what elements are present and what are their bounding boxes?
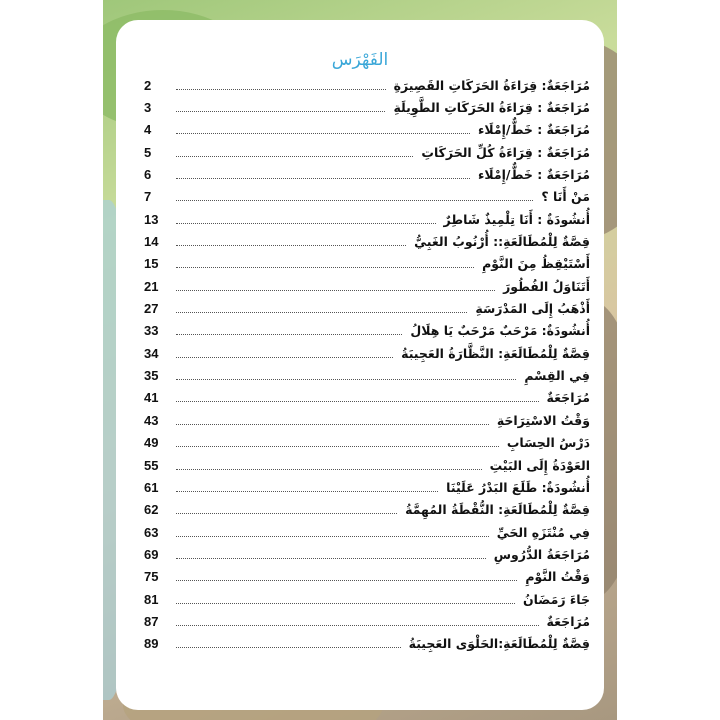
toc-entry bbox=[144, 588, 590, 610]
toc-entry bbox=[144, 186, 590, 208]
dot-leader bbox=[176, 357, 393, 358]
dot-leader bbox=[176, 200, 533, 201]
dot-leader bbox=[176, 625, 539, 626]
page-title: الفَهْرَس bbox=[331, 50, 389, 70]
toc-entry bbox=[144, 521, 590, 543]
toc-entry-title: قِصَّةٌ لِلْمُطَالَعَةِ:الحَلْوَى العَجِيبَةُ bbox=[408, 636, 590, 652]
toc-entry-page: 13 bbox=[144, 211, 159, 227]
dot-leader bbox=[176, 245, 406, 246]
dot-leader bbox=[176, 558, 486, 559]
toc-entry bbox=[144, 387, 590, 409]
toc-entry-page: 43 bbox=[144, 412, 159, 428]
toc-entry-page: 7 bbox=[144, 189, 152, 205]
toc-entry-title: مُرَاجَعَةٌ : قِرَاءَةُ الحَرَكَاتِ الطَّوِيلَةِ bbox=[393, 100, 590, 116]
dot-leader bbox=[176, 647, 401, 648]
toc-entry-page: 49 bbox=[144, 435, 159, 451]
toc-entry bbox=[144, 364, 590, 386]
dot-leader bbox=[176, 491, 438, 492]
toc-entry bbox=[144, 74, 590, 96]
toc-entry bbox=[144, 342, 590, 364]
toc-entry-page: 3 bbox=[144, 100, 152, 116]
toc-entry bbox=[144, 163, 590, 185]
toc-entry-title: مُرَاجَعَةٌ : قِرَاءَةُ كُلِّ الحَرَكَاتِ bbox=[421, 144, 590, 160]
dot-leader bbox=[176, 312, 467, 313]
toc-entry-title: دَرْسُ الحِسَابِ bbox=[506, 435, 590, 451]
toc-entry-page: 4 bbox=[144, 122, 152, 138]
toc-entry-title: فِي القِسْمِ bbox=[524, 368, 590, 384]
toc-entry bbox=[144, 208, 590, 230]
toc-entry bbox=[144, 253, 590, 275]
dot-leader bbox=[176, 178, 470, 179]
dot-leader bbox=[176, 424, 489, 425]
toc-entry-page: 5 bbox=[144, 144, 152, 160]
toc-entry-title: مُرَاجَعَةٌ bbox=[546, 613, 590, 629]
toc-entry-title: أَذْهَبُ إِلَى المَدْرَسَةِ bbox=[475, 301, 590, 317]
dot-leader bbox=[176, 290, 495, 291]
toc-entry-page: 2 bbox=[144, 77, 152, 93]
toc-entry bbox=[144, 409, 590, 431]
toc-entry-page: 75 bbox=[144, 569, 159, 585]
toc-entry-page: 61 bbox=[144, 479, 159, 495]
toc-entry-page: 89 bbox=[144, 636, 159, 652]
toc-entry-page: 69 bbox=[144, 546, 159, 562]
toc-entry-page: 63 bbox=[144, 524, 159, 540]
toc-entry bbox=[144, 432, 590, 454]
toc-entry-title: قِصَّةٌ لِلْمُطَالَعَةِ:: أُرْنُوبُ الغَبِيُّ bbox=[414, 234, 590, 250]
toc-entry-page: 41 bbox=[144, 390, 159, 406]
toc-entry-title: أُنشُودَةٌ: مَرْحَبٌ مَرْحَبٌ يَا هِلَالُ bbox=[410, 323, 590, 339]
toc-entry-title: مُرَاجَعَةٌ : خَطٌّ/إِمْلَاء bbox=[477, 167, 590, 183]
toc-entry-page: 62 bbox=[144, 502, 159, 518]
dot-leader bbox=[176, 334, 402, 335]
toc-entry bbox=[144, 297, 590, 319]
toc-entry-page: 35 bbox=[144, 368, 159, 384]
toc-entry-title: قِصَّةٌ لِلْمُطَالَعَةِ: النُّقْطَةُ المُهِمَّةُ bbox=[405, 502, 590, 518]
dot-leader bbox=[176, 267, 474, 268]
toc-entry-page: 21 bbox=[144, 278, 159, 294]
dot-leader bbox=[176, 379, 516, 380]
dot-leader bbox=[176, 469, 482, 470]
toc-entry bbox=[144, 499, 590, 521]
toc-entry-title: مُرَاجَعَةُ الدُّرُوسِ bbox=[493, 546, 590, 562]
toc-entry bbox=[144, 566, 590, 588]
toc-entry-title: مَنْ أَنَا ؟ bbox=[541, 189, 590, 205]
toc-entry-title: قِصَّةٌ لِلْمُطَالَعَةِ: النَّظَّارَةُ العَجِيبَةُ bbox=[401, 345, 590, 361]
toc-entry-title: مُرَاجَعَةٌ bbox=[546, 390, 590, 406]
dot-leader bbox=[176, 580, 517, 581]
toc-entry bbox=[144, 141, 590, 163]
toc-entry bbox=[144, 543, 590, 565]
dot-leader bbox=[176, 446, 499, 447]
dot-leader bbox=[176, 223, 436, 224]
toc-entry-page: 15 bbox=[144, 256, 159, 272]
toc-panel bbox=[116, 20, 604, 710]
dot-leader bbox=[176, 401, 539, 402]
toc-entry bbox=[144, 454, 590, 476]
dot-leader bbox=[176, 111, 385, 112]
toc-list bbox=[144, 74, 590, 655]
toc-entry-title: أُنشُودَةٌ : أَنَا تِلْمِيذٌ شَاطِرٌ bbox=[443, 211, 590, 227]
dot-leader bbox=[176, 156, 413, 157]
dot-leader bbox=[176, 89, 386, 90]
toc-entry bbox=[144, 633, 590, 655]
dot-leader bbox=[176, 536, 489, 537]
toc-entry-title: أَتَنَاوَلُ الفُطُورَ bbox=[503, 278, 590, 294]
toc-entry-page: 6 bbox=[144, 167, 152, 183]
dot-leader bbox=[176, 133, 470, 134]
toc-entry-title: مُرَاجَعَةٌ : خَطٌّ/إِمْلَاء bbox=[477, 122, 590, 138]
dot-leader bbox=[176, 603, 515, 604]
toc-entry-title: العَوْدَةُ إِلَى البَيْتِ bbox=[489, 457, 590, 473]
toc-entry bbox=[144, 230, 590, 252]
toc-entry bbox=[144, 476, 590, 498]
toc-entry-title: أُنشُودَةٌ: طَلَعَ البَدْرُ عَلَيْنَا bbox=[446, 479, 590, 495]
toc-entry-page: 81 bbox=[144, 591, 159, 607]
toc-entry bbox=[144, 96, 590, 118]
toc-entry-page: 55 bbox=[144, 457, 159, 473]
toc-entry-title: جَاءَ رَمَضَانُ bbox=[522, 591, 590, 607]
toc-entry bbox=[144, 119, 590, 141]
dot-leader bbox=[176, 513, 397, 514]
toc-entry-title: فِي مُنْتَزَهِ الحَيِّ bbox=[496, 524, 590, 540]
toc-entry-page: 34 bbox=[144, 345, 159, 361]
toc-entry-title: أَسْتَيْقِظُ مِنَ النَّوْمِ bbox=[482, 256, 590, 272]
toc-entry-page: 27 bbox=[144, 301, 159, 317]
toc-entry-title: مُرَاجَعَةٌ: قِرَاءَةُ الحَرَكَاتِ القَصِيرَةِ bbox=[393, 77, 590, 93]
toc-entry bbox=[144, 610, 590, 632]
toc-entry bbox=[144, 320, 590, 342]
toc-entry-title: وَقْتُ النَّوْمِ bbox=[525, 569, 590, 585]
toc-entry-page: 14 bbox=[144, 234, 159, 250]
toc-entry-page: 87 bbox=[144, 613, 159, 629]
toc-entry-page: 33 bbox=[144, 323, 159, 339]
toc-entry bbox=[144, 275, 590, 297]
toc-entry-title: وَقْتُ الاسْتِرَاحَةِ bbox=[496, 412, 590, 428]
